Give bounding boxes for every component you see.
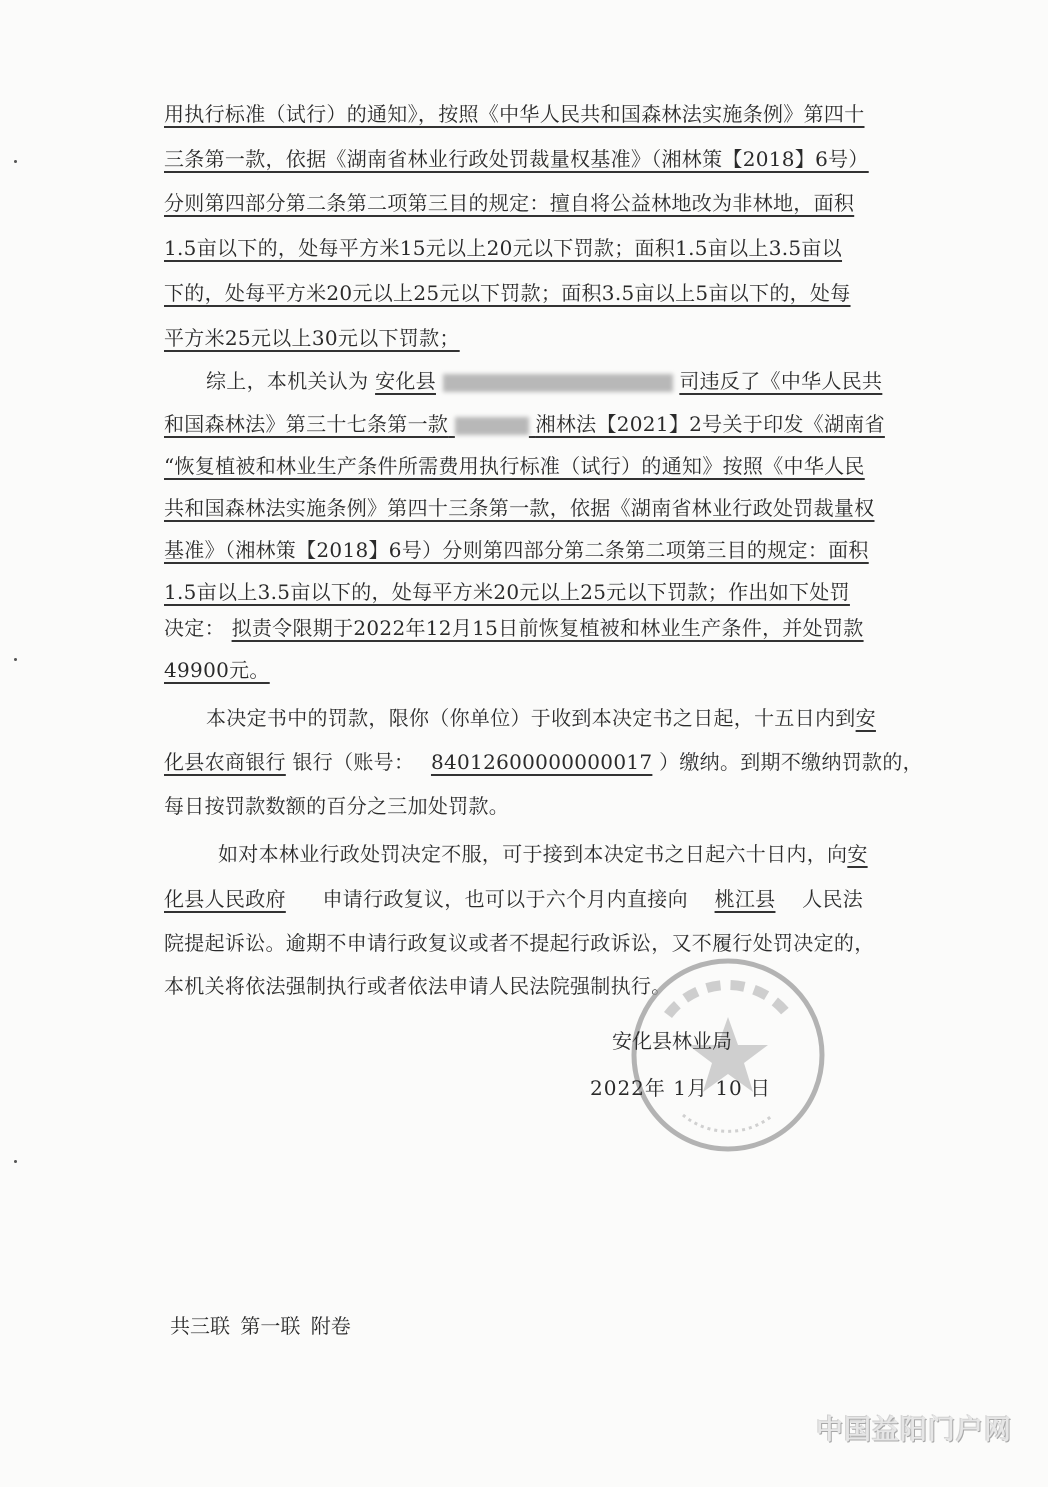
scan-mark xyxy=(14,658,17,661)
paragraph-line: 1.5亩以上3.5亩以下的，处每平方米20元以上25元以下罚款；作出如下处罚 xyxy=(164,580,850,604)
paragraph-line: 每日按罚款数额的百分之三加处罚款。 xyxy=(164,794,510,818)
redacted-area xyxy=(455,417,529,435)
text-segment: 决定： xyxy=(164,616,225,640)
account-number: 84012600000000017 xyxy=(430,750,653,774)
redacted-area xyxy=(443,374,673,392)
paragraph-line xyxy=(164,748,936,778)
text-segment: 本决定书中的罚款，限你（你单位）于收到本决定书之日起，十五日内到 xyxy=(206,706,856,730)
underlined-segment: 49900元。 xyxy=(164,658,270,682)
paragraph-line xyxy=(164,614,936,644)
paragraph-line xyxy=(164,410,936,440)
text-segment: 和国森林法》第三十七条第一款 xyxy=(164,412,449,436)
underlined-segment: 桃江县 xyxy=(714,887,776,911)
text-segment: 综上，本机关认为 xyxy=(206,369,369,393)
underlined-segment: 司违反了《中华人民共 xyxy=(679,369,883,393)
site-watermark: 中国益阳门户网 xyxy=(816,1415,1012,1446)
copy-note: 共三联 第一联 附卷 xyxy=(170,1314,351,1338)
paragraph-line: 平方米25元以上30元以下罚款； xyxy=(164,326,460,350)
scan-mark xyxy=(14,1160,17,1163)
text-segment: 湘林法【2021】2号关于印发《湖南省 xyxy=(535,412,885,436)
paragraph-line xyxy=(218,840,938,870)
paragraph-line: 本机关将依法强制执行或者依法申请人民法院强制执行。 xyxy=(164,974,672,998)
paragraph-line: “恢复植被和林业生产条件所需费用执行标准（试行）的通知》按照《中华人民 xyxy=(164,454,865,478)
signing-authority: 安化县林业局 xyxy=(612,1029,732,1053)
text-segment: 申请行政复议，也可以于六个月内直接向 xyxy=(322,887,688,911)
paragraph-line xyxy=(206,704,936,734)
paragraph-line: 分则第四部分第二条第二项第三目的规定：擅自将公益林地改为非林地，面积 xyxy=(164,191,855,215)
text-segment: ）缴纳。到期不缴纳罚款的， xyxy=(659,750,923,774)
underlined-segment: 安化县 xyxy=(375,369,436,393)
bank-name: 化县农商银行 xyxy=(164,750,286,774)
text-segment: 银行（账号： xyxy=(292,750,415,774)
scan-mark xyxy=(14,160,17,163)
text-segment: 人民法 xyxy=(802,887,864,911)
paragraph-line xyxy=(164,656,936,686)
underlined-segment: 化县人民政府 xyxy=(164,887,286,911)
paragraph-line: 院提起诉讼。逾期不申请行政复议或者不提起行政诉讼，又不履行处罚决定的， xyxy=(164,931,875,955)
underlined-segment: 拟责令限期于2022年12月15日前恢复植被和林业生产条件，并处罚款 xyxy=(231,616,864,640)
paragraph-line: 用执行标准（试行）的通知》，按照《中华人民共和国森林法实施条例》第四十 xyxy=(164,102,865,126)
paragraph-line: 三条第一款，依据《湖南省林业行政处罚裁量权基准》（湘林策【2018】6号） xyxy=(164,147,869,171)
underlined-segment: 安 xyxy=(847,842,868,866)
official-seal-icon xyxy=(628,955,828,1155)
underlined-segment: 安 xyxy=(855,706,876,730)
paragraph-line xyxy=(206,367,936,397)
text-segment: 如对本林业行政处罚决定不服，可于接到本决定书之日起六十日内，向 xyxy=(218,842,848,866)
paragraph-line: 共和国森林法实施条例》第四十三条第一款，依据《湖南省林业行政处罚裁量权 xyxy=(164,496,875,520)
document-date: 2022年 1月 10 日 xyxy=(590,1076,772,1100)
paragraph-line xyxy=(164,885,936,915)
paragraph-line: 下的，处每平方米20元以上25元以下罚款；面积3.5亩以上5亩以下的，处每 xyxy=(164,281,851,305)
paragraph-line: 1.5亩以下的，处每平方米15元以上20元以下罚款；面积1.5亩以上3.5亩以 xyxy=(164,236,843,260)
paragraph-line: 基准》（湘林策【2018】6号）分则第四部分第二条第二项第三目的规定：面积 xyxy=(164,538,869,562)
